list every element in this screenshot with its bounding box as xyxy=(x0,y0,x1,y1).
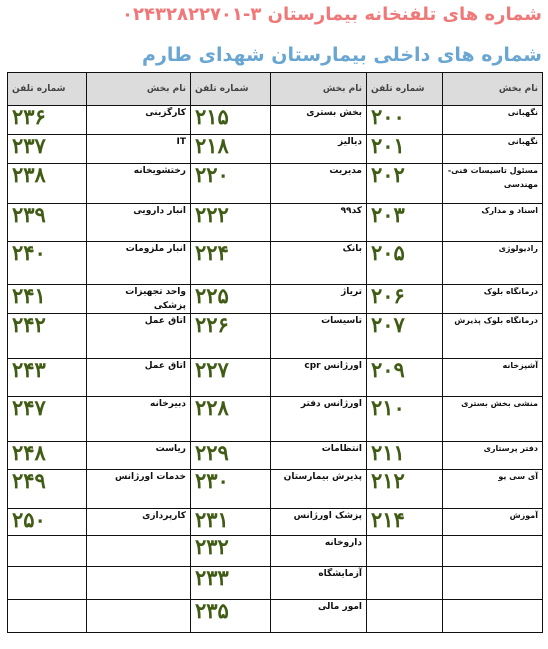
extension-number: ۲۰۵ xyxy=(367,242,443,285)
column-header: شماره تلفن xyxy=(8,73,87,106)
department-name: تاسیسات xyxy=(271,314,367,359)
department-name: مدیریت xyxy=(271,164,367,204)
extension-number: ۲۱۲ xyxy=(367,470,443,509)
extension-number: ۲۳۷ xyxy=(8,135,87,164)
department-name: اورژانس دفتر xyxy=(271,397,367,442)
department-name: آی سی یو xyxy=(443,470,543,509)
department-name: نگهبانی xyxy=(443,135,543,164)
department-name: خدمات اورژانس xyxy=(87,470,191,509)
department-name xyxy=(443,567,543,600)
extension-number xyxy=(367,567,443,600)
extension-number: ۲۳۳ xyxy=(191,567,271,600)
department-name: دفتر پرستاری xyxy=(443,442,543,470)
department-name: پزشک اورژانس xyxy=(271,509,367,536)
column-header: شماره تلفن xyxy=(191,73,271,106)
department-name xyxy=(87,600,191,633)
department-name: آموزش xyxy=(443,509,543,536)
department-name: واحد تجهیزات پزشکی xyxy=(87,285,191,314)
phone-directory-table xyxy=(7,72,543,633)
extension-number: ۲۰۷ xyxy=(367,314,443,359)
table-row xyxy=(8,470,543,509)
table-row xyxy=(8,135,543,164)
extension-number xyxy=(8,567,87,600)
department-name: درمانگاه بلوک پذیرش xyxy=(443,314,543,359)
extension-number: ۲۴۳ xyxy=(8,359,87,397)
department-name: کارگزینی xyxy=(87,106,191,135)
department-name: داروخانه xyxy=(271,536,367,567)
department-name: اورژانس cpr xyxy=(271,359,367,397)
department-name: بانک xyxy=(271,242,367,285)
department-name: نگهبانی xyxy=(443,106,543,135)
extension-number: ۲۱۵ xyxy=(191,106,271,135)
table-row xyxy=(8,314,543,359)
extension-number xyxy=(367,536,443,567)
extension-number: ۲۵۰ xyxy=(8,509,87,536)
extension-number: ۲۳۶ xyxy=(8,106,87,135)
department-name: مسئول تاسیسات فنی-مهندسی xyxy=(443,164,543,204)
extension-number: ۲۲۹ xyxy=(191,442,271,470)
column-header: شماره تلفن xyxy=(367,73,443,106)
extension-number: ۲۴۰ xyxy=(8,242,87,285)
extension-number: ۲۴۱ xyxy=(8,285,87,314)
department-name: بخش بستری xyxy=(271,106,367,135)
extension-number: ۲۴۹ xyxy=(8,470,87,509)
table-header-row xyxy=(8,73,543,106)
department-name xyxy=(443,600,543,633)
extension-number: ۲۰۳ xyxy=(367,204,443,242)
extension-number: ۲۲۸ xyxy=(191,397,271,442)
extension-number: ۲۱۴ xyxy=(367,509,443,536)
extension-number: ۲۱۱ xyxy=(367,442,443,470)
department-name: IT xyxy=(87,135,191,164)
table-row xyxy=(8,164,543,204)
department-name xyxy=(443,536,543,567)
extension-number: ۲۳۵ xyxy=(191,600,271,633)
department-name: رادیولوژی xyxy=(443,242,543,285)
extension-number: ۲۰۶ xyxy=(367,285,443,314)
table-row xyxy=(8,204,543,242)
department-name: انتظامات xyxy=(271,442,367,470)
extension-number: ۲۰۱ xyxy=(367,135,443,164)
extension-number: ۲۲۷ xyxy=(191,359,271,397)
department-name: دیالیز xyxy=(271,135,367,164)
table-row xyxy=(8,242,543,285)
department-name: منشی بخش بستری xyxy=(443,397,543,442)
department-name: آزمایشگاه xyxy=(271,567,367,600)
extension-number: ۲۴۲ xyxy=(8,314,87,359)
extension-number xyxy=(8,536,87,567)
column-header: نام بخش xyxy=(271,73,367,106)
department-name: انبار ملزومات xyxy=(87,242,191,285)
extension-number xyxy=(367,600,443,633)
department-name: اتاق عمل xyxy=(87,359,191,397)
extension-number: ۲۰۲ xyxy=(367,164,443,204)
department-name: اسناد و مدارک xyxy=(443,204,543,242)
department-name: آشپزخانه xyxy=(443,359,543,397)
table-row xyxy=(8,106,543,135)
table-row xyxy=(8,536,543,567)
extension-number: ۲۳۹ xyxy=(8,204,87,242)
department-name: رختشویخانه xyxy=(87,164,191,204)
extension-number: ۲۳۸ xyxy=(8,164,87,204)
department-name: انبار دارویی xyxy=(87,204,191,242)
table-row xyxy=(8,397,543,442)
extension-number: ۲۲۶ xyxy=(191,314,271,359)
department-name: ریاست xyxy=(87,442,191,470)
department-name: امور مالی xyxy=(271,600,367,633)
table-row xyxy=(8,359,543,397)
department-name: پذیرش بیمارستان xyxy=(271,470,367,509)
table-row xyxy=(8,285,543,314)
extension-number: ۲۲۵ xyxy=(191,285,271,314)
department-name xyxy=(87,536,191,567)
department-name: ترياژ xyxy=(271,285,367,314)
table-row xyxy=(8,509,543,536)
title-telephone-exchange: شماره های تلفنخانه بیمارستان ۳-۰۲۴۳۲۸۲۲۷۰۱ xyxy=(122,4,542,25)
extension-number: ۲۳۲ xyxy=(191,536,271,567)
department-name: درمانگاه بلوک xyxy=(443,285,543,314)
extension-number: ۲۳۰ xyxy=(191,470,271,509)
extension-number: ۲۲۲ xyxy=(191,204,271,242)
column-header: نام بخش xyxy=(443,73,543,106)
extension-number: ۲۱۸ xyxy=(191,135,271,164)
extension-number: ۲۳۱ xyxy=(191,509,271,536)
department-name: دبیرخانه xyxy=(87,397,191,442)
extension-number xyxy=(8,600,87,633)
extension-number: ۲۴۷ xyxy=(8,397,87,442)
extension-number: ۲۲۴ xyxy=(191,242,271,285)
table-row xyxy=(8,442,543,470)
table-row xyxy=(8,567,543,600)
extension-number: ۲۲۰ xyxy=(191,164,271,204)
extension-number: ۲۴۸ xyxy=(8,442,87,470)
extension-number: ۲۰۰ xyxy=(367,106,443,135)
title-internal-numbers: شماره های داخلی بیمارستان شهدای طارم xyxy=(142,44,542,66)
extension-number: ۲۰۹ xyxy=(367,359,443,397)
department-name: اتاق عمل xyxy=(87,314,191,359)
table-row xyxy=(8,600,543,633)
department-name: کد۹۹ xyxy=(271,204,367,242)
department-name: کارپردازی xyxy=(87,509,191,536)
extension-number: ۲۱۰ xyxy=(367,397,443,442)
column-header: نام بخش xyxy=(87,73,191,106)
department-name xyxy=(87,567,191,600)
